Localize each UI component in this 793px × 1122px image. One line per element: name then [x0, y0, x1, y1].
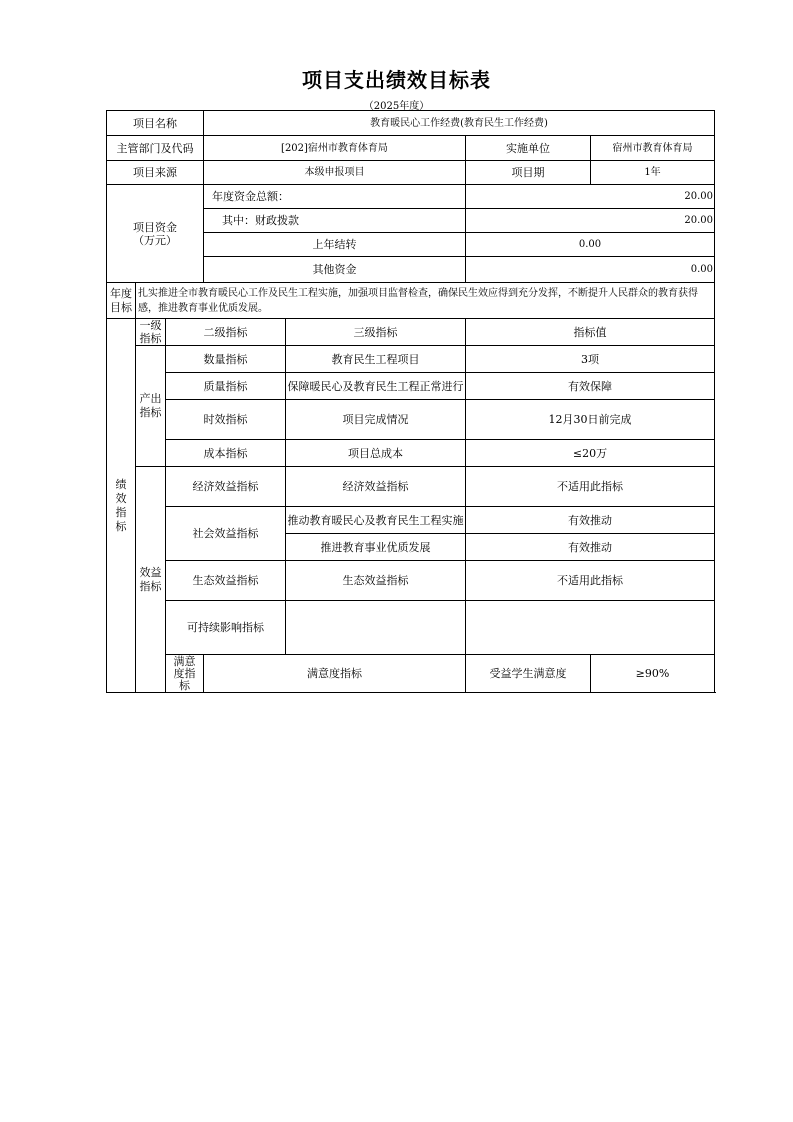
economic-value: 不适用此指标: [466, 467, 715, 507]
social-b-level3: 推进教育事业优质发展: [286, 534, 466, 561]
satisfaction-level3: 受益学生满意度: [466, 655, 591, 693]
perf-char-1: 绩: [115, 477, 127, 491]
output-label-line2: 指标: [139, 406, 162, 419]
funds-fiscal-label: 其中：财政拨款: [204, 209, 466, 233]
value-header: 指标值: [466, 319, 715, 346]
quality-level3: 保障暖民心及教育民生工程正常进行: [286, 373, 466, 400]
timeliness-level3: 项目完成情况: [286, 400, 466, 440]
project-name-value: 教育暖民心工作经费(教育民生工作经费): [204, 111, 715, 136]
timeliness-row: [107, 400, 715, 440]
source-row: [107, 161, 715, 185]
funds-carryover-label: 上年结转: [204, 233, 466, 257]
effect-indicator-label: [136, 467, 166, 693]
quality-value: 有效保障: [466, 373, 715, 400]
cost-row: [107, 440, 715, 467]
social-a-level3: 推动教育暖民心及教育民生工程实施: [286, 507, 466, 534]
quantity-level3: 教育民生工程项目: [286, 346, 466, 373]
annual-goal-text: 扎实推进全市教育暖民心工作及民生工程实施，加强项目监督检查，确保民生效应得到充分发挥，不断提升人民群众的教育获得感，推进教育事业优质发展。: [136, 283, 715, 319]
ecological-row: [107, 561, 715, 601]
perf-char-4: 标: [115, 519, 127, 533]
satisfaction-char-2: 度指: [173, 666, 196, 680]
funds-total-row: [107, 185, 715, 209]
implementing-unit-value: 宿州市教育体育局: [591, 136, 715, 161]
level2-header: 二级指标: [166, 319, 286, 346]
source-label: 项目来源: [107, 161, 204, 185]
economic-row: [107, 467, 715, 507]
funds-fiscal-value: 20.00: [466, 209, 715, 233]
cost-value: ≤20万: [466, 440, 715, 467]
social-level2: 社会效益指标: [166, 507, 286, 561]
funds-label: [107, 185, 204, 283]
project-name-label: 项目名称: [107, 111, 204, 136]
period-value: 1年: [591, 161, 715, 185]
satisfaction-indicator-label: [166, 655, 204, 693]
perf-char-3: 指: [115, 505, 127, 519]
social-b-value: 有效推动: [466, 534, 715, 561]
cost-level3: 项目总成本: [286, 440, 466, 467]
sustainable-value: [466, 601, 715, 655]
indicators-header-row: [107, 319, 715, 346]
implementing-unit-label: 实施单位: [466, 136, 591, 161]
quantity-value: 3项: [466, 346, 715, 373]
quality-level2: 质量指标: [166, 373, 286, 400]
department-row: [107, 136, 715, 161]
annual-goal-row: [107, 283, 715, 319]
department-label: 主管部门及代码: [107, 136, 204, 161]
funds-carryover-value: 0.00: [466, 233, 715, 257]
funds-label-line2: （万元）: [133, 233, 177, 247]
timeliness-value: 12月30日前完成: [466, 400, 715, 440]
annual-goal-label-line2: 目标: [110, 300, 132, 314]
performance-target-table: [106, 110, 715, 693]
funds-other-value: 0.00: [466, 257, 715, 283]
page-title: 项目支出绩效目标表: [302, 68, 491, 92]
source-value: 本级申报项目: [204, 161, 466, 185]
funds-other-label: 其他资金: [204, 257, 466, 283]
ecological-level3: 生态效益指标: [286, 561, 466, 601]
cost-level2: 成本指标: [166, 440, 286, 467]
period-label: 项目期: [466, 161, 591, 185]
economic-level3: 经济效益指标: [286, 467, 466, 507]
economic-level2: 经济效益指标: [166, 467, 286, 507]
satisfaction-char-3: 标: [179, 678, 190, 692]
funds-total-value: 20.00: [466, 185, 715, 209]
perf-char-2: 效: [115, 491, 127, 505]
timeliness-level2: 时效指标: [166, 400, 286, 440]
output-indicator-label: [136, 346, 166, 467]
department-value: [202]宿州市教育体育局: [204, 136, 466, 161]
quantity-level2: 数量指标: [166, 346, 286, 373]
quantity-row: [107, 346, 715, 373]
satisfaction-value: ≥90%: [591, 655, 715, 693]
funds-label-line1: 项目资金: [133, 220, 177, 234]
sustainable-row: [107, 601, 715, 655]
sustainable-level3: [286, 601, 466, 655]
funds-total-label: 年度资金总额：: [204, 185, 466, 209]
social-a-value: 有效推动: [466, 507, 715, 534]
quality-row: [107, 373, 715, 400]
performance-indicator-label: [107, 319, 136, 693]
effect-label-line1: 效益: [139, 565, 162, 579]
annual-goal-label-line1: 年度: [110, 286, 132, 300]
social-row-a: [107, 507, 715, 534]
project-name-row: [107, 111, 715, 136]
output-label-line1: 产出: [139, 392, 162, 405]
sustainable-level2: 可持续影响指标: [166, 601, 286, 655]
effect-label-line2: 指标: [139, 579, 162, 593]
annual-goal-label: [107, 283, 136, 319]
level1-header-line2: 指标: [139, 332, 162, 345]
level1-header: [136, 319, 166, 346]
level1-header-line1: 一级: [139, 319, 162, 332]
satisfaction-char-1: 满意: [173, 654, 196, 668]
level3-header: 三级指标: [286, 319, 466, 346]
ecological-value: 不适用此指标: [466, 561, 715, 601]
page-subtitle: （2025年度）: [363, 101, 430, 112]
ecological-level2: 生态效益指标: [166, 561, 286, 601]
satisfaction-level2: 满意度指标: [204, 655, 466, 693]
satisfaction-row: [107, 655, 715, 693]
